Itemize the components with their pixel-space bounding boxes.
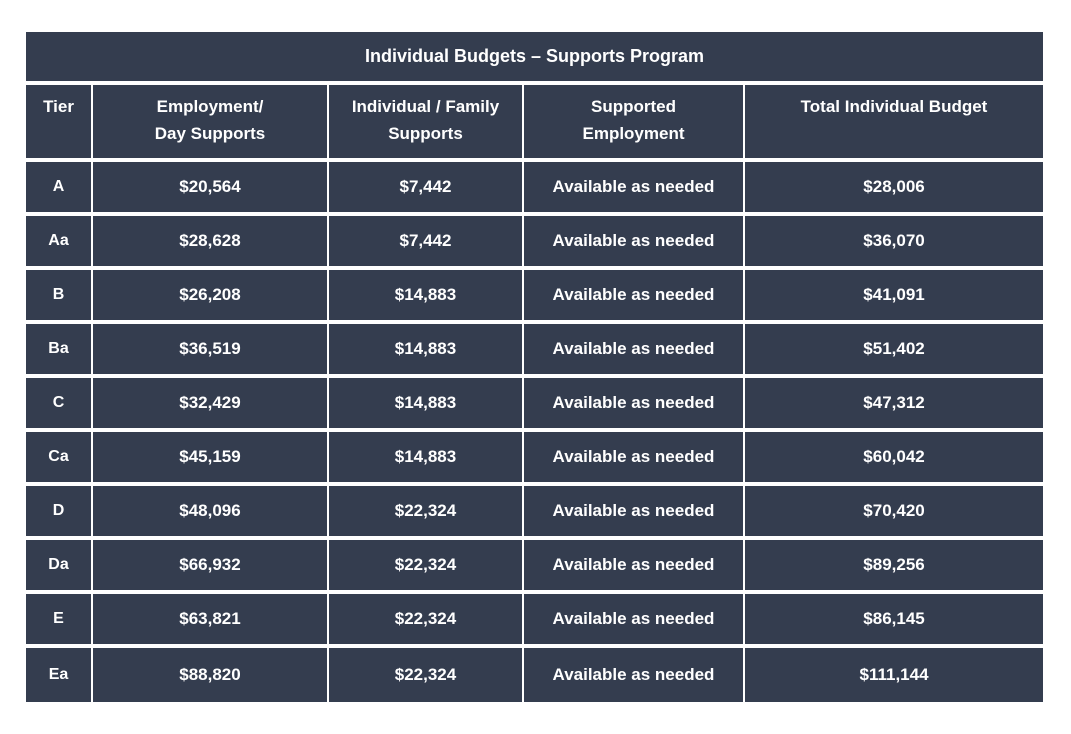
- cell-tier: B: [26, 270, 93, 324]
- cell-tier: Ba: [26, 324, 93, 378]
- cell-supported: Available as needed: [524, 270, 745, 324]
- table-row: [26, 324, 1043, 378]
- cell-total: $86,145: [745, 594, 1043, 648]
- header-employment-line2: Day Supports: [154, 124, 266, 143]
- cell-tier: A: [26, 162, 93, 216]
- header-tier-label: Tier: [43, 97, 74, 116]
- table-title-row: [26, 32, 1043, 85]
- cell-employment: $48,096: [93, 486, 329, 540]
- cell-individual: $22,324: [329, 540, 524, 594]
- cell-employment: $20,564: [93, 162, 329, 216]
- cell-employment: $26,208: [93, 270, 329, 324]
- table-row: [26, 540, 1043, 594]
- cell-tier: E: [26, 594, 93, 648]
- cell-tier: Da: [26, 540, 93, 594]
- cell-tier: C: [26, 378, 93, 432]
- cell-individual: $14,883: [329, 432, 524, 486]
- table-row: [26, 432, 1043, 486]
- cell-employment: $66,932: [93, 540, 329, 594]
- cell-individual: $7,442: [329, 162, 524, 216]
- table-header-row: [26, 85, 1043, 162]
- cell-supported: Available as needed: [524, 432, 745, 486]
- table-row: [26, 216, 1043, 270]
- cell-individual: $22,324: [329, 648, 524, 702]
- cell-supported: Available as needed: [524, 324, 745, 378]
- header-individual-line2: Supports: [388, 124, 463, 143]
- table-row: [26, 594, 1043, 648]
- budget-table-body: [26, 32, 1043, 702]
- cell-total: $41,091: [745, 270, 1043, 324]
- cell-total: $36,070: [745, 216, 1043, 270]
- cell-employment: $36,519: [93, 324, 329, 378]
- cell-supported: Available as needed: [524, 540, 745, 594]
- cell-tier: Ea: [26, 648, 93, 702]
- header-supported-employment: [524, 85, 745, 162]
- cell-total: $28,006: [745, 162, 1043, 216]
- cell-supported: Available as needed: [524, 378, 745, 432]
- header-supported-line2: Employment: [582, 124, 685, 143]
- table-row: [26, 270, 1043, 324]
- cell-individual: $14,883: [329, 324, 524, 378]
- cell-total: $111,144: [745, 648, 1043, 702]
- cell-employment: $45,159: [93, 432, 329, 486]
- cell-individual: $22,324: [329, 594, 524, 648]
- cell-total: $70,420: [745, 486, 1043, 540]
- table-row: [26, 486, 1043, 540]
- cell-individual: $14,883: [329, 378, 524, 432]
- cell-tier: D: [26, 486, 93, 540]
- cell-supported: Available as needed: [524, 594, 745, 648]
- table-title: Individual Budgets – Supports Program: [26, 32, 1043, 85]
- header-individual-family-supports: [329, 85, 524, 162]
- header-supported-line1: Supported: [591, 97, 676, 116]
- budget-table: [26, 32, 1043, 702]
- cell-individual: $7,442: [329, 216, 524, 270]
- cell-supported: Available as needed: [524, 216, 745, 270]
- table-row: [26, 378, 1043, 432]
- header-employment-line1: Employment/: [156, 97, 264, 116]
- cell-employment: $28,628: [93, 216, 329, 270]
- cell-supported: Available as needed: [524, 648, 745, 702]
- cell-employment: $88,820: [93, 648, 329, 702]
- cell-individual: $14,883: [329, 270, 524, 324]
- header-individual-line1: Individual / Family: [351, 97, 500, 116]
- cell-individual: $22,324: [329, 486, 524, 540]
- table-row: [26, 162, 1043, 216]
- cell-tier: Ca: [26, 432, 93, 486]
- cell-total: $51,402: [745, 324, 1043, 378]
- cell-tier: Aa: [26, 216, 93, 270]
- header-total-label: Total Individual Budget: [800, 97, 988, 116]
- cell-total: $89,256: [745, 540, 1043, 594]
- cell-employment: $32,429: [93, 378, 329, 432]
- cell-supported: Available as needed: [524, 486, 745, 540]
- cell-employment: $63,821: [93, 594, 329, 648]
- table-row: [26, 648, 1043, 702]
- header-tier: [26, 85, 93, 162]
- cell-supported: Available as needed: [524, 162, 745, 216]
- header-total-individual-budget: [745, 85, 1043, 162]
- header-employment-day-supports: [93, 85, 329, 162]
- cell-total: $47,312: [745, 378, 1043, 432]
- cell-total: $60,042: [745, 432, 1043, 486]
